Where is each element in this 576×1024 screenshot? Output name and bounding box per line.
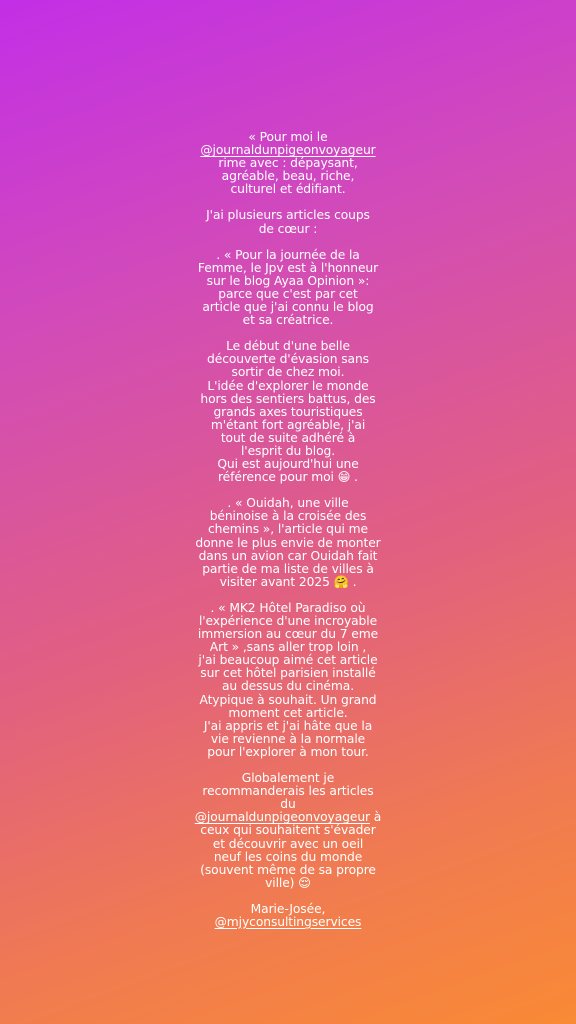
text-line: parce que c'est par cet bbox=[218, 286, 358, 301]
text-line: de cœur : bbox=[258, 221, 318, 236]
text-line: culturel et édifiant. bbox=[230, 182, 346, 197]
text-line: hors des sentiers battus, des bbox=[200, 391, 376, 406]
text-line: « Pour moi le bbox=[248, 130, 328, 144]
text-line: J'ai appris et j'ai hâte que la bbox=[203, 718, 373, 733]
text-line: Qui est aujourd'hui une bbox=[217, 457, 359, 472]
text-line: l'esprit du blog. bbox=[240, 443, 336, 458]
favorites-heading-paragraph bbox=[186, 209, 390, 235]
mention-link-mjyconsultingservices[interactable]: @mjyconsultingservices bbox=[214, 914, 362, 929]
text-line: Globalement je bbox=[241, 771, 335, 786]
text-line: recommanderais les articles bbox=[202, 784, 374, 799]
text-line: visiter avant 2025 🤗 . bbox=[219, 574, 357, 589]
signature-paragraph bbox=[186, 903, 390, 929]
text-line: J'ai plusieurs articles coups bbox=[206, 208, 370, 223]
text-line: tout de suite adhéré à bbox=[220, 430, 356, 445]
text-line: et sa créatrice. bbox=[242, 313, 334, 328]
recommendation-paragraph bbox=[186, 772, 390, 890]
text-line: article que j'ai connu le blog bbox=[202, 300, 374, 315]
discovery-paragraph bbox=[186, 340, 390, 484]
text-line: (souvent même de sa propre bbox=[200, 862, 376, 877]
text-line: . « MK2 Hôtel Paradiso où bbox=[210, 600, 366, 615]
text-line: sur cet hôtel parisien installé bbox=[200, 666, 376, 681]
article-2-paragraph bbox=[186, 497, 390, 589]
text-line: et découvrir avec un oeil bbox=[212, 836, 364, 851]
mention-link-journaldunpigeonvoyageur[interactable]: @journaldunpigeonvoyageur bbox=[194, 810, 370, 825]
text-line: ville) 😌 bbox=[265, 875, 311, 890]
text-line: dans un avion car Ouidah fait bbox=[198, 548, 378, 563]
text-line: agréable, beau, riche, bbox=[221, 169, 355, 184]
text-line: pour l'explorer à mon tour. bbox=[207, 744, 369, 759]
text-line: neuf les coins du monde bbox=[213, 849, 363, 864]
mention-link-journaldunpigeonvoyageur[interactable]: @journaldunpigeonvoyageur bbox=[200, 143, 376, 158]
signature-name: Marie-Josée, bbox=[250, 901, 326, 916]
text-line: Le début d'une belle bbox=[226, 339, 350, 354]
text-line: référence pour moi 😁 . bbox=[218, 470, 358, 485]
text-line: béninoise à la croisée des bbox=[209, 509, 367, 524]
text-line: Femme, le Jpv est à l'honneur bbox=[197, 260, 379, 275]
text-line: découverte d'évasion sans bbox=[207, 352, 369, 367]
text-line: partie de ma liste de villes à bbox=[202, 561, 374, 576]
text-line: au dessus du cinéma. bbox=[222, 679, 354, 694]
text-line: donne le plus envie de monter bbox=[195, 535, 381, 550]
text-line: . « Pour la journée de la bbox=[216, 247, 360, 262]
text-line: rime avec : dépaysant, bbox=[218, 156, 358, 171]
text-line: l'expérience d'une incroyable bbox=[198, 614, 378, 628]
text-fragment: à bbox=[370, 810, 382, 825]
text-line: m'étant fort agréable, j'ai bbox=[210, 417, 366, 432]
text-line: L'idée d'explorer le monde bbox=[207, 378, 369, 393]
text-line: moment cet article. bbox=[228, 705, 348, 720]
text-line: sortir de chez moi. bbox=[231, 365, 345, 380]
text-line: du bbox=[280, 797, 296, 812]
text-line: chemins », l'article qui me bbox=[207, 522, 368, 537]
text-line: vie revienne à la normale bbox=[210, 731, 366, 746]
article-1-paragraph bbox=[186, 249, 390, 328]
text-line: Art » ,sans aller trop loin , bbox=[209, 640, 367, 655]
text-line: j'ai beaucoup aimé cet article bbox=[198, 653, 378, 668]
text-line: sur le blog Ayaa Opinion »: bbox=[206, 273, 370, 288]
text-line: Atypique à souhait. Un grand bbox=[199, 692, 377, 707]
text-line: immersion au cœur du 7 eme bbox=[197, 627, 379, 642]
article-3-paragraph bbox=[186, 602, 390, 759]
text-line: ceux qui souhaitent s'évader bbox=[200, 823, 376, 838]
text-line: . « Ouidah, une ville bbox=[227, 496, 349, 511]
text-line: grands axes touristiques bbox=[213, 404, 363, 419]
story-text-block bbox=[186, 131, 390, 942]
intro-paragraph bbox=[186, 131, 390, 196]
